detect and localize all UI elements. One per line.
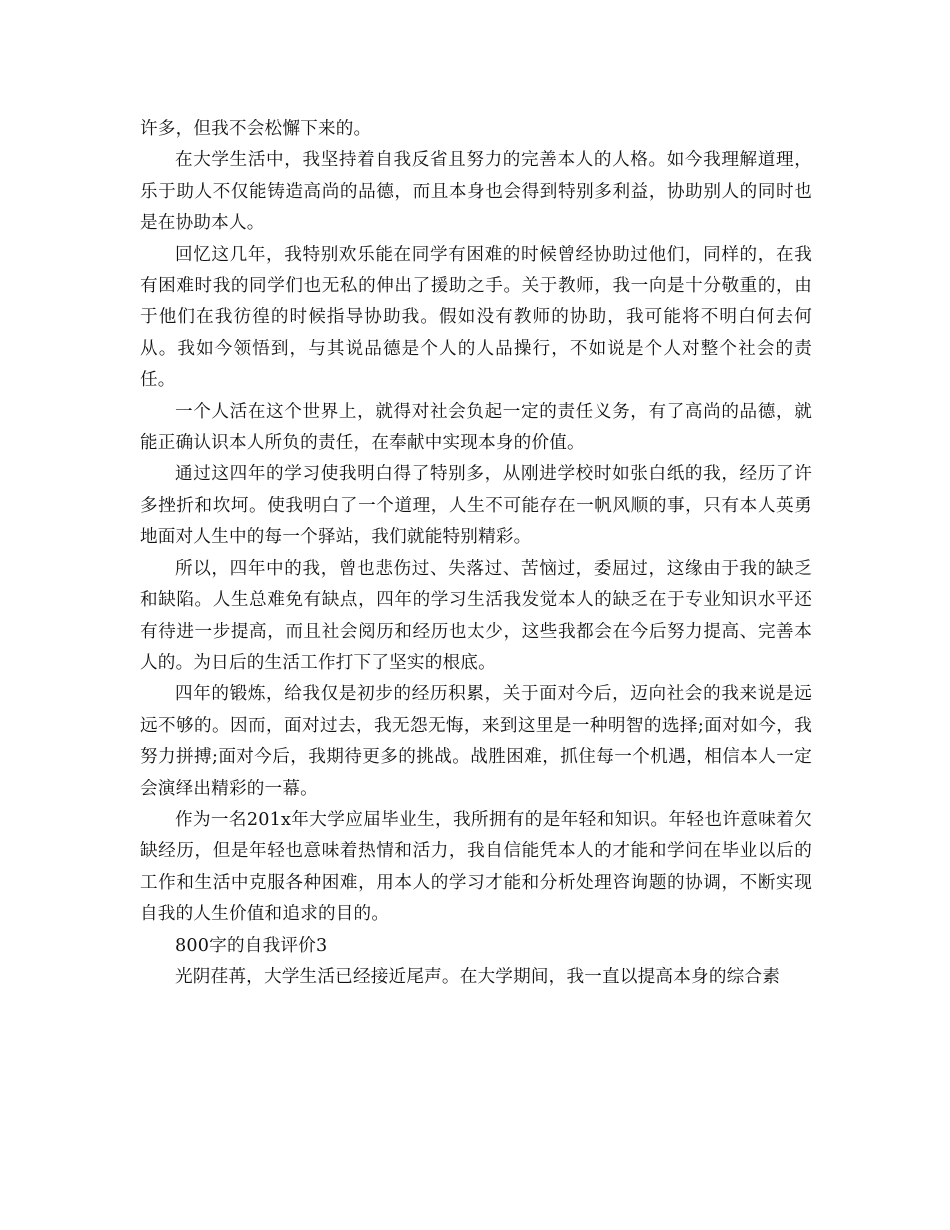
document-body xyxy=(140,114,812,993)
paragraph: 在大学生活中，我坚持着自我反省且努力的完善本人的人格。如今我理解道理，乐于助人不仅能铸造高尚的品德，而且本身也会得到特别多利益，协助别人的同时也是在协助本人。 xyxy=(140,150,812,234)
paragraph: 回忆这几年，我特别欢乐能在同学有困难的时候曾经协助过他们，同样的，在我有困难时我的同学们也无私的伸出了援助之手。关于教师，我一向是十分敬重的，由于他们在我彷徨的时候指导协助我。假如没有教师的协助，我可能将不明白何去何从。我如今领悟到，与其说品德是个人的人品操行，不如说是个人对整个社会的责任。 xyxy=(140,244,812,391)
paragraph-continuation: 许多，但我不会松懈下来的。 xyxy=(140,119,372,139)
paragraph: 通过这四年的学习使我明白得了特别多，从刚进学校时如张白纸的我，经历了许多挫折和坎坷。使我明白了一个道理，人生不可能存在一帆风顺的事，只有本人英勇地面对人生中的每一个驿站，我们就能特别精彩。 xyxy=(140,464,812,548)
section-heading: 800字的自我评价3 xyxy=(175,935,328,956)
paragraph: 作为一名201x年大学应届毕业生，我所拥有的是年轻和知识。年轻也许意味着欠缺经历，但是年轻也意味着热情和活力，我自信能凭本人的才能和学问在毕业以后的工作和生活中克服各种困难，用本人的学习才能和分析处理咨询题的协调，不断实现自我的人生价值和追求的目的。 xyxy=(140,809,812,925)
paragraph: 光阴荏苒，大学生活已经接近尾声。在大学期间，我一直以提高本身的综合素 xyxy=(175,966,780,987)
paragraph: 一个人活在这个世界上，就得对社会负起一定的责任义务，有了高尚的品德，就能正确认识本人所负的责任，在奉献中实现本身的价值。 xyxy=(140,401,812,454)
paragraph: 所以，四年中的我，曾也悲伤过、失落过、苦恼过，委屈过，这缘由于我的缺乏和缺陷。人生总难免有缺点，四年的学习生活我发觉本人的缺乏在于专业知识水平还有待进一步提高，而且社会阅历和经历也太少，这些我都会在今后努力提高、完善本人的。为日后的生活工作打下了坚实的根底。 xyxy=(140,558,812,673)
paragraph: 四年的锻炼，给我仅是初步的经历积累，关于面对今后，迈向社会的我来说是远远不够的。因而，面对过去，我无怨无悔，来到这里是一种明智的选择;面对如今，我努力拼搏;面对今后，我期待更多的挑战。战胜困难，抓住每一个机遇，相信本人一定会演绎出精彩的一幕。 xyxy=(140,684,812,799)
